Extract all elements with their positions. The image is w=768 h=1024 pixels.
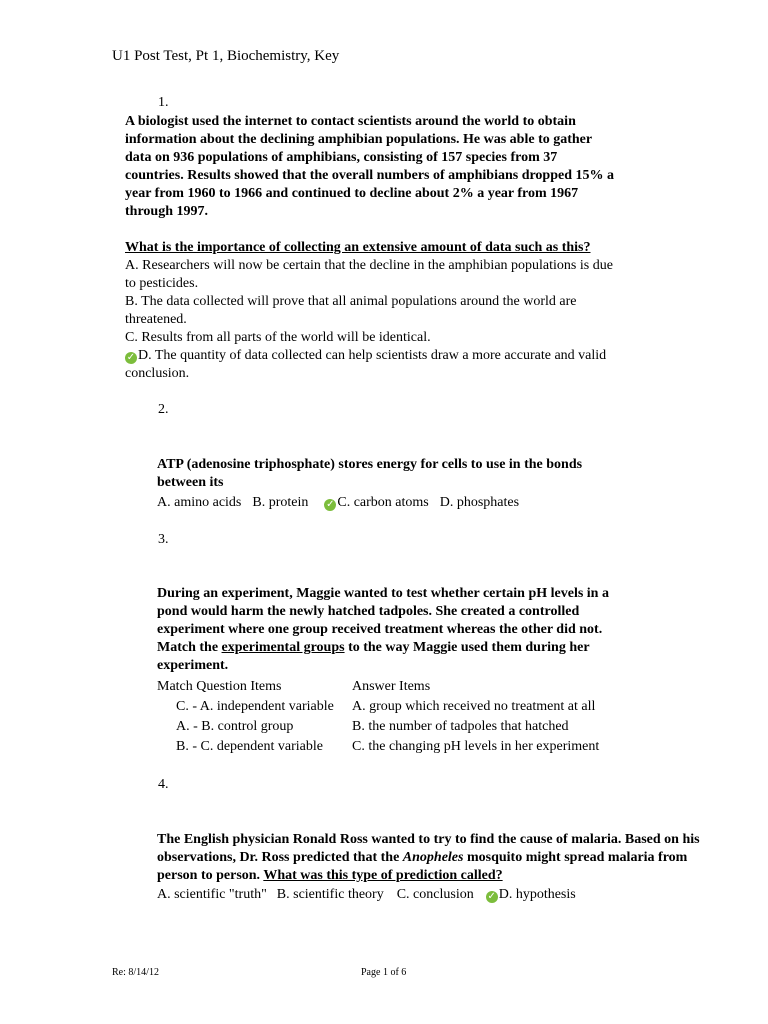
stem-line xyxy=(157,639,677,657)
stem-line xyxy=(157,867,757,885)
option-b-cont: threatened. xyxy=(125,312,187,327)
match-row-right: C. the changing pH levels in her experiment xyxy=(352,739,600,754)
stem-line xyxy=(157,849,757,867)
question-4-options xyxy=(157,886,576,904)
question-4-stem xyxy=(157,831,757,885)
question-3-stem xyxy=(157,585,677,675)
stem-line: experiment. xyxy=(157,658,229,673)
option-d: D. phosphates xyxy=(439,495,520,510)
stem-line: information about the declining amphibian populations. He was able to gather xyxy=(125,132,593,147)
stem-line: year from 1960 to 1966 and continued to decline about 2% a year from 1967 xyxy=(125,186,579,201)
option-d-correct xyxy=(125,347,685,365)
question-1-stem xyxy=(125,113,685,221)
option-c: C. Results from all parts of the world will be identical. xyxy=(125,330,431,345)
option-b: B. scientific theory xyxy=(276,887,384,902)
option-d-correct: D. hypothesis xyxy=(498,887,576,902)
stem-text: person to person. xyxy=(157,868,264,883)
check-circle-icon: ✓ xyxy=(126,352,136,363)
question-2-number: 2. xyxy=(158,402,169,417)
match-row-left: B. - C. dependent variable xyxy=(176,739,323,754)
match-suffix: to the way Maggie used them during her xyxy=(344,640,590,655)
question-4-prompt: What was this type of prediction called? xyxy=(263,868,503,883)
option-b: B. protein xyxy=(252,495,309,510)
stem-line: The English physician Ronald Ross wanted to try to find the cause of malaria. Based on his xyxy=(157,832,700,847)
page-title: U1 Post Test, Pt 1, Biochemistry, Key xyxy=(112,48,340,64)
match-row-right: B. the number of tadpoles that hatched xyxy=(352,719,569,734)
question-2-options xyxy=(157,494,519,512)
question-3-number: 3. xyxy=(158,532,169,547)
stem-line: A biologist used the internet to contact scientists around the world to obtain xyxy=(125,114,576,129)
stem-line: data on 936 populations of amphibians, consisting of 157 species from 37 xyxy=(125,150,558,165)
match-row-left: C. - A. independent variable xyxy=(176,699,334,714)
footer-revision: Re: 8/14/12 xyxy=(112,967,159,978)
option-d-text: D. The quantity of data collected can help scientists draw a more accurate and valid xyxy=(138,348,607,363)
option-b: B. The data collected will prove that all animal populations around the world are xyxy=(125,294,577,309)
stem-text: mosquito might spread malaria from xyxy=(463,850,688,865)
option-c-correct: C. carbon atoms xyxy=(337,495,429,510)
option-a: A. amino acids xyxy=(157,495,242,510)
stem-line: experiment where one group received treatment whereas the other did not. xyxy=(157,622,603,637)
stem-line: During an experiment, Maggie wanted to test whether certain pH levels in a xyxy=(157,586,609,601)
match-row-right: A. group which received no treatment at all xyxy=(352,699,596,714)
option-a: A. Researchers will now be certain that the decline in the amphibian populations is due xyxy=(125,258,613,273)
question-1-number: 1. xyxy=(158,95,169,110)
option-c: C. conclusion xyxy=(396,887,474,902)
stem-line: between its xyxy=(157,475,224,490)
stem-line: pond would harm the newly hatched tadpoles. She created a controlled xyxy=(157,604,580,619)
question-4-number: 4. xyxy=(158,777,169,792)
option-a: A. scientific "truth" xyxy=(157,887,267,902)
stem-line: ATP (adenosine triphosphate) stores energy for cells to use in the bonds xyxy=(157,457,583,472)
check-circle-icon: ✓ xyxy=(487,891,496,902)
stem-line: countries. Results showed that the overall numbers of amphibians dropped 15% a xyxy=(125,168,615,183)
option-a-cont: to pesticides. xyxy=(125,276,199,291)
match-prefix: Match the xyxy=(157,640,222,655)
question-1-options xyxy=(125,257,685,383)
match-questions-header: Match Question Items xyxy=(157,679,282,694)
footer-page-number: Page 1 of 6 xyxy=(361,967,407,978)
option-d-cont: conclusion. xyxy=(125,366,190,381)
match-underlined: experimental groups xyxy=(221,640,345,655)
check-circle-icon: ✓ xyxy=(326,499,335,510)
stem-text: observations, Dr. Ross predicted that the xyxy=(157,850,403,865)
stem-line: through 1997. xyxy=(125,204,208,219)
species-name: Anopheles xyxy=(402,850,464,865)
question-2-stem xyxy=(157,456,657,492)
match-row-left: A. - B. control group xyxy=(176,719,294,734)
answer-items-header: Answer Items xyxy=(352,679,431,694)
question-1-prompt: What is the importance of collecting an extensive amount of data such as this? xyxy=(125,240,591,255)
